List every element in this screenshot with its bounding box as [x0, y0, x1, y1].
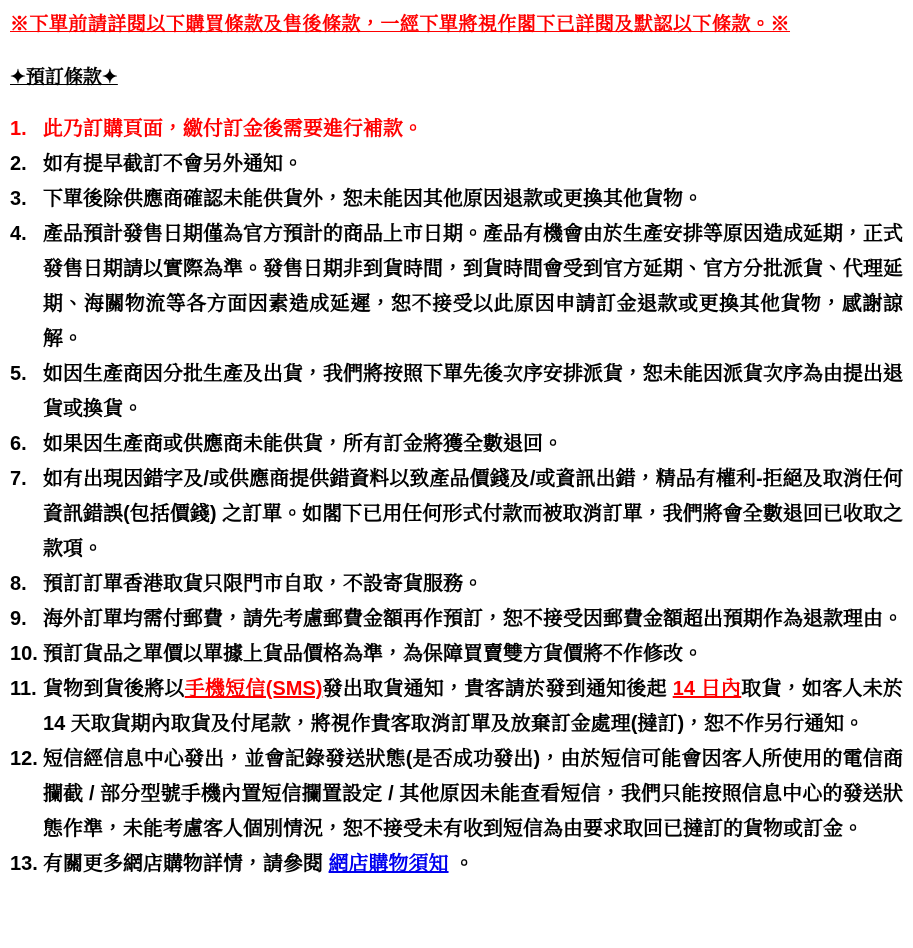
term-item [10, 357, 903, 427]
term-text [43, 182, 903, 217]
term-number: 13. [10, 853, 38, 875]
term-text [43, 462, 903, 567]
text-segment: 如因生產商因分批生產及出貨，我們將按照下單先後次序安排派貨，恕未能因派貨次序為由提出退貨或換貨。 [43, 363, 903, 420]
term-item [10, 112, 903, 147]
text-segment: 下單後除供應商確認未能供貨外，恕未能因其他原因退款或更換其他貨物。 [43, 188, 703, 210]
text-segment: 預訂訂單香港取貨只限門市自取，不設寄貨服務。 [43, 573, 483, 595]
text-segment: 發出取貨通知，貴客請於發到通知後起 [322, 678, 673, 700]
pickup-deadline-highlight: 14 日內 [672, 678, 742, 700]
term-item [10, 182, 903, 217]
term-number: 6. [10, 433, 27, 455]
text-segment: 如有提早截訂不會另外通知。 [43, 153, 303, 175]
term-item [10, 742, 903, 847]
term-number: 12. [10, 748, 38, 770]
terms-list [10, 112, 903, 882]
term-number: 7. [10, 468, 27, 490]
term-text [43, 742, 903, 847]
term-number: 5. [10, 363, 27, 385]
text-segment: 如果因生產商或供應商未能供貨，所有訂金將獲全數退回。 [43, 433, 563, 455]
term-item [10, 637, 903, 672]
term-text [43, 217, 903, 357]
term-item [10, 602, 903, 637]
term-text [43, 847, 903, 882]
text-segment: 產品預計發售日期僅為官方預計的商品上市日期。產品有機會由於生產安排等原因造成延期，正式發售日期請以實際為準。發售日期非到貨時間，到貨時間會受到官方延期、官方分批派貨、代理延期、海關物流等各方面因素造成延遲，恕不接受以此原因申請訂金退款或更換其他貨物，感謝諒解。 [43, 223, 903, 350]
text-segment: 取貨，如客人未於 14 天取貨期內取貨及付尾款，將視作貴客取消訂單及放棄訂金處理(撻訂)，恕不作另行通知。 [43, 678, 904, 735]
term-text [43, 427, 903, 462]
term-text [43, 602, 903, 637]
term-text [43, 357, 903, 427]
shop-guide-link[interactable]: 網店購物須知 [328, 853, 449, 875]
term-number: 9. [10, 608, 27, 630]
term-number: 1. [10, 118, 27, 140]
text-segment: 預訂貨品之單價以單據上貨品價格為準，為保障買賣雙方貨價將不作修改。 [43, 643, 703, 665]
text-segment: 短信經信息中心發出，並會記錄發送狀態(是否成功發出)，由於短信可能會因客人所使用的電信商攔截 / 部分型號手機內置短信攔置設定 / 其他原因未能查看短信，我們只能按照信息中心的發送狀態作準，未能考慮客人個別情況，恕不接受未有收到短信為由要求取回已撻訂的貨物或訂金。 [43, 748, 903, 840]
term-number: 8. [10, 573, 27, 595]
term-item [10, 147, 903, 182]
term-item [10, 462, 903, 567]
term-text [43, 567, 903, 602]
term-text [43, 637, 903, 672]
term-number: 2. [10, 153, 27, 175]
term-number: 4. [10, 223, 27, 245]
term-number: 11. [10, 678, 37, 700]
term-item [10, 217, 903, 357]
text-segment: 。 [448, 853, 475, 875]
text-segment: 貨物到貨後將以 [43, 678, 185, 700]
section-header: ✦預訂條款✦ [10, 67, 118, 88]
sms-highlight: 手機短信(SMS) [184, 678, 323, 700]
term-item [10, 427, 903, 462]
text-segment: 此乃訂購頁面，繳付訂金後需要進行補款。 [43, 118, 423, 140]
term-item [10, 672, 903, 742]
term-text [43, 147, 903, 182]
text-segment: 如有出現因錯字及/或供應商提供錯資料以致產品價錢及/或資訊出錯，精品有權利-拒絕及取消任何資訊錯誤(包括價錢) 之訂單。如閣下已用任何形式付款而被取消訂單，我們將會全數退回已收取之款項。 [43, 468, 903, 560]
term-text [43, 672, 903, 742]
page-title: ※下單前請詳閱以下購買條款及售後條款，一經下單將視作閣下已詳閱及默認以下條款。※ [10, 14, 791, 35]
term-number: 10. [10, 643, 38, 665]
text-segment: 有關更多網店購物詳情，請參閱 [43, 853, 329, 875]
term-item [10, 847, 903, 882]
term-text [43, 112, 903, 147]
term-item [10, 567, 903, 602]
term-number: 3. [10, 188, 27, 210]
text-segment: 海外訂單均需付郵費，請先考慮郵費金額再作預訂，恕不接受因郵費金額超出預期作為退款理由。 [43, 608, 903, 630]
